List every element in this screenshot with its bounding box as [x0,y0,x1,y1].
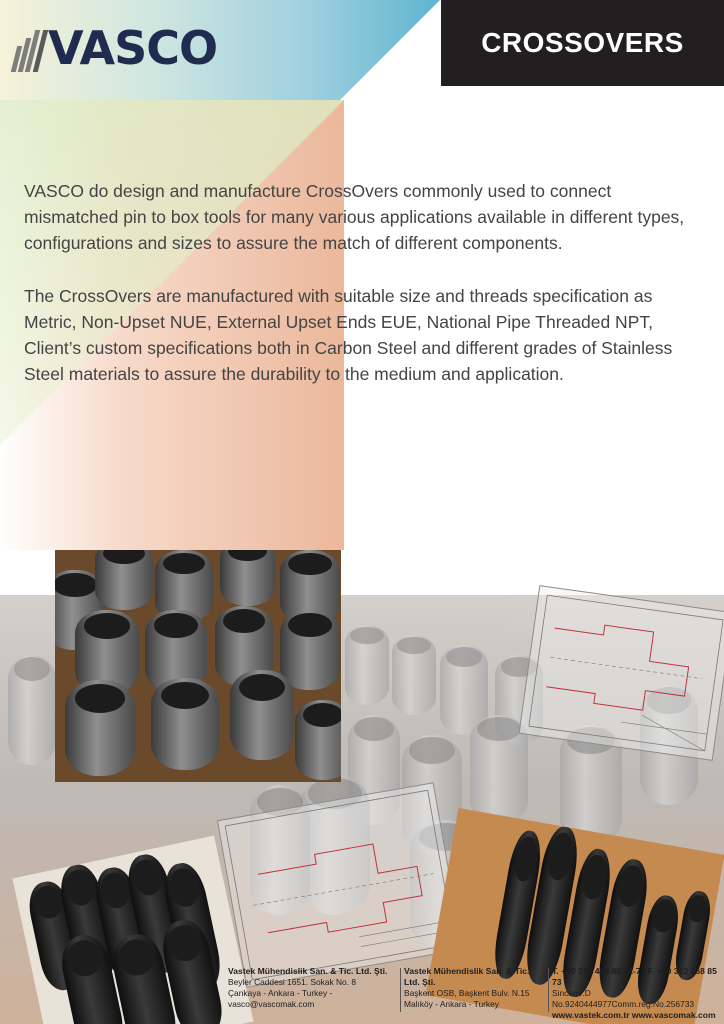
fitting [220,550,275,606]
fitting [151,678,219,770]
background-fitting [392,635,436,715]
fitting [280,610,340,690]
technical-drawing [217,782,463,988]
photo-collage [0,550,724,1024]
logo-stripes-icon [12,30,46,74]
body-text [24,178,704,414]
footer-address-line: Çankaya - Ankara - Turkey - vasco@vascomak.com [228,988,333,1009]
technical-drawing [519,585,724,761]
crossover-fittings-photo [55,550,341,782]
footer-company-name: Vastek Mühendislik San. & Tic. Ltd. Şti. [228,966,388,976]
footer-phone-web [552,966,724,1020]
logo-wordmark: VASCO [48,21,218,75]
footer-company-name: Vastek Mühendislik San. & Tic. Ltd. Şti. [404,966,530,987]
fitting [95,550,153,610]
drawing-lines [520,586,724,760]
footer-address-line: Beyler Caddesi 1651. Sokak No. 8 [228,977,357,987]
footer-divider [548,968,549,1012]
background-fitting [345,625,389,705]
footer-address-line: Malıköy - Ankara - Turkey [404,999,499,1009]
footer-tax-registration: SincanV.D No.9240444977Comm.reg.No.256733 [552,988,695,1009]
drawing-lines [218,783,462,986]
fitting [295,700,341,780]
footer-websites[interactable]: www.vastek.com.tr www.vascomak.com [552,1010,716,1020]
footer-address-line: Başkent OSB, Başkent Bulv. N.15 [404,988,530,998]
vasco-logo [12,20,218,76]
title-banner [441,0,724,86]
intro-paragraph: VASCO do design and manufacture CrossOvers commonly used to connect mismatched pin to box tools for many various applications available in different types, configurations and sizes to assure the match of different components. [24,181,685,253]
fitting [230,670,294,760]
footer-contact [222,966,724,1024]
footer-divider [400,968,401,1012]
page-title: CROSSOVERS [481,27,684,58]
fitting [65,680,135,776]
footer-address-factory [404,966,544,1016]
specification-paragraph: The CrossOvers are manufactured with suitable size and threads specification as Metric, Non-Upset NUE, External Upset Ends EUE, National Pipe Threaded NPT, Client’s custom specifications both in Carbon Steel and different grades of Stainless Steel materials to assure the durability to the medium and application. [24,286,673,384]
footer-address-office [228,966,398,1016]
background-fitting [8,655,56,765]
footer-phone-fax: T. +90 312 468 88 72-73 F. +90 312 468 85 73 [552,966,717,987]
